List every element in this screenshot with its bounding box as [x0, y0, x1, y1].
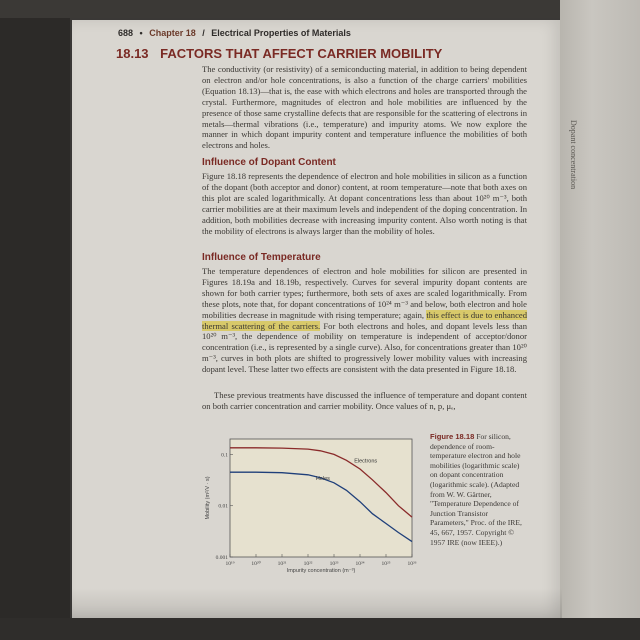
x-axis-label: Impurity concentration (m⁻³) [286, 568, 356, 574]
dopant-paragraph [202, 171, 527, 236]
mobility-chart [200, 433, 422, 583]
page-shadow [72, 588, 562, 618]
x-tick-label: 10²⁴ [355, 561, 365, 567]
intro-text: The conductivity (or resistivity) of a semiconducting material, in addition to being dependent on electron and/or hole concentrations, is also a function of the charge carriers' mobilities (Equation 18.13)—that is, the ease with which electrons and holes are transported through the crystal. Furthermore, magnitudes of electron and hole mobilities are influenced by the presence of those same crystalline defects that are responsible for the scattering of electrons in metals—thermal vibrations (i.e., temperature) and impurity atoms. We now explore the manner in which dopant impurity content and temperature influence the mobilities of both electrons and holes. [202, 64, 527, 151]
temperature-text-after: For both electrons and holes, and dopant levels less than 10²⁰ m⁻³, the dependence of mobility on temperature is independent of acceptor/donor concentration (i.e., is represented by a single curve). Also, for concentrations greater than 10²⁰ m⁻³, curves in both plots are shifted to progressively lower mobility values with increasing dopant level. These latter two effects are consistent with the data presented in Figure 18.18. [202, 320, 527, 375]
chapter-title: Electrical Properties of Materials [211, 28, 351, 38]
temperature-paragraph [202, 266, 527, 375]
chapter-label: Chapter 18 [149, 28, 196, 38]
section-heading [116, 46, 442, 61]
series-label-electrons: Electrons [354, 458, 378, 465]
y-tick-label: 0.001 [215, 555, 228, 561]
running-head [118, 28, 351, 38]
y-tick-label: 0.01 [218, 503, 228, 510]
facing-page-text: Dopant concentration [569, 120, 578, 190]
figure-18-18 [200, 433, 422, 583]
figure-caption [430, 432, 528, 547]
subheading-dopant: Influence of Dopant Content [202, 157, 336, 168]
x-tick-label: 10²¹ [277, 561, 287, 567]
x-tick-label: 10²⁰ [251, 561, 261, 567]
section-title: FACTORS THAT AFFECT CARRIER MOBILITY [160, 46, 443, 61]
temperature-text-before: The temperature dependences of electron and hole mobilities for silicon are presented in Figures 18.19a and 18.19b, respectively. Curves for several impurity dopant contents are shown for both carrier types; furthermore, both sets of axes are scaled logarithmically. From these plots, note that, for dopant concentrations of 10²⁴ m⁻³ and below, both electron and hole mobilities decrease in magnitude with rising temperature; again, [202, 266, 527, 320]
figure-caption-text: For silicon, dependence of room-temperature electron and hole mobilities (logarithmic scale) on dopant concentration (logarithmic scale). (Adapted from W. W. Gärtner, "Temperature Dependence of Junction Transistor Parameters," Proc. of the IRE, 45, 667, 1957. Copyright © 1957 IRE (now IEEE).) [430, 432, 522, 547]
x-tick-label: 10²⁶ [407, 561, 417, 567]
running-head-separator: / [202, 28, 205, 38]
plot-area [230, 439, 412, 557]
subheading-temperature: Influence of Temperature [202, 252, 321, 263]
closing-paragraph [202, 390, 527, 412]
x-tick-label: 10¹⁹ [225, 561, 235, 567]
desk-background-bottom [0, 618, 640, 640]
running-head-bullet: • [139, 28, 143, 38]
closing-text: These previous treatments have discussed the influence of temperature and dopant content on both carrier concentration and carrier mobility. Once values of n, p, μₑ, [202, 390, 527, 411]
x-tick-label: 10²³ [329, 561, 339, 567]
y-tick-label: 0.1 [221, 452, 228, 459]
y-axis-label: Mobility (m²/V · s) [205, 476, 211, 520]
figure-caption-label: Figure 18.18 [430, 432, 475, 441]
section-number: 18.13 [116, 46, 149, 61]
intro-paragraph [202, 64, 527, 151]
page-number: 688 [118, 28, 134, 38]
desk-background-left [0, 0, 70, 640]
temperature-text [202, 266, 527, 375]
series-label-holes: Holes [315, 475, 330, 482]
facing-page-edge [560, 0, 640, 640]
highlighted-text: this effect is due to enhanced thermal scattering of the carriers. [202, 309, 527, 331]
dopant-text: Figure 18.18 represents the dependence of electron and hole mobilities in silicon as a function of the dopant (both acceptor and donor) content, at room temperature—note that both axes on this plot are scaled logarithmically. At dopant concentrations less than about 10²⁰ m⁻³, both carrier mobilities are at their maximum levels and independent of the doping concentration. In addition, both mobilities decrease with increasing impurity content. Also worth noting is that the mobility of electrons is always larger than the mobility of holes. [202, 171, 527, 236]
x-tick-label: 10²⁵ [381, 561, 391, 567]
x-tick-label: 10²² [303, 561, 313, 567]
desk-background-top [0, 0, 640, 18]
